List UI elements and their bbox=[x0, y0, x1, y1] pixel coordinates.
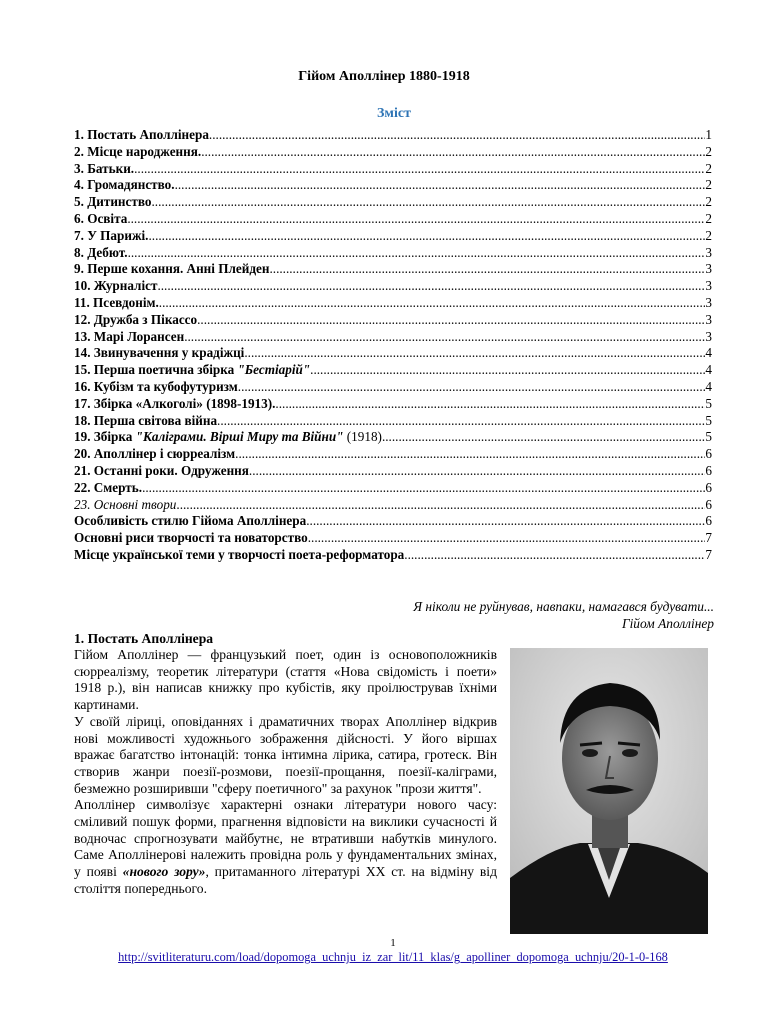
toc-page-number: 2 bbox=[705, 194, 712, 210]
table-of-contents bbox=[74, 127, 712, 564]
toc-page-number: 3 bbox=[705, 311, 712, 327]
toc-item-5[interactable]: 5. Дитинство ..... 2 bbox=[74, 194, 712, 211]
toc-item-1[interactable]: 1. Постать Аполлінера ..... 1 bbox=[74, 127, 712, 144]
toc-page-number: 3 bbox=[705, 261, 712, 277]
toc-page-number: 2 bbox=[705, 227, 712, 243]
toc-page-number: 2 bbox=[705, 160, 712, 176]
toc-page-number: 7 bbox=[705, 546, 712, 562]
toc-item-20[interactable]: 20. Аполлінер і сюрреалізм ..... 6 bbox=[74, 446, 712, 463]
toc-item-4[interactable]: 4. Громадянство. ..... 2 bbox=[74, 177, 712, 194]
toc-page-number: 2 bbox=[705, 210, 712, 226]
toc-item-6[interactable]: 6. Освіта ..... 2 bbox=[74, 211, 712, 228]
toc-item-13[interactable]: 13. Марі Лорансен ..... 3 bbox=[74, 329, 712, 346]
toc-item-7[interactable]: 7. У Парижі. ..... 2 bbox=[74, 228, 712, 245]
toc-page-number: 3 bbox=[705, 294, 712, 310]
toc-page-number: 5 bbox=[705, 429, 712, 445]
toc-item-14[interactable]: 14. Звинувачення у крадіжці ..... 4 bbox=[74, 345, 712, 362]
toc-page-number: 5 bbox=[705, 395, 712, 411]
toc-page-number: 3 bbox=[705, 328, 712, 344]
section-heading: 1. Постать Аполлінера bbox=[74, 631, 214, 646]
toc-item-2[interactable]: 2. Місце народження. ..... 2 bbox=[74, 144, 712, 161]
toc-page-number: 7 bbox=[705, 530, 712, 546]
toc-item-21[interactable]: 21. Останні роки. Одруження ..... 6 bbox=[74, 463, 712, 480]
paragraph: Гійом Аполлінер — французький поет, один із основоположників сюрреалізму, теоретик літератури (стаття «Нова свідомість і поети» 1918 р.), він написав книжку про кубістів, яку проілюстрував їхніми картинами. bbox=[74, 647, 497, 713]
paragraph: Аполлінер символізує характерні ознаки літератури нового часу: сміливий пошук форми, прагнення відповісти на виклики сучасності й водночас спрогнозувати майбутнє, не втративши набутків минулого. Саме Аполлінерові належить провідна роль у фундаментальних змінах, у появі «нового зору», притаманного літературі XX ст. на відміну від століття попереднього. bbox=[74, 797, 497, 896]
portrait-photo bbox=[510, 648, 708, 934]
toc-item-9[interactable]: 9. Перше кохання. Анні Плейден ..... 3 bbox=[74, 261, 712, 278]
toc-page-number: 2 bbox=[705, 177, 712, 193]
toc-item-22[interactable]: 22. Смерть. ..... 6 bbox=[74, 480, 712, 497]
toc-item-style[interactable]: Особливість стилю Гійома Аполлінера ..... 6 bbox=[74, 513, 712, 530]
toc-page-number: 3 bbox=[705, 244, 712, 260]
epigraph bbox=[114, 598, 714, 632]
toc-item-16[interactable]: 16. Кубізм та кубофутуризм ..... 4 bbox=[74, 379, 712, 396]
toc-item-10[interactable]: 10. Журналіст ..... 3 bbox=[74, 278, 712, 295]
toc-heading: Зміст bbox=[377, 106, 411, 121]
page-number: 1 bbox=[390, 937, 396, 949]
toc-item-19[interactable]: 19. Збірка "Каліграми. Вірші Миру та Війни" (1918) ..... 5 bbox=[74, 429, 712, 446]
toc-page-number: 4 bbox=[705, 345, 712, 361]
epigraph-quote: Я ніколи не руйнував, навпаки, намагався будувати... bbox=[413, 599, 714, 614]
toc-page-number: 6 bbox=[705, 462, 712, 478]
source-link[interactable]: http://svitliteraturu.com/load/dopomoga_uchnju_iz_zar_lit/11_klas/g_apolliner_dopomoga_uchnju/20-1-0-168 bbox=[118, 950, 668, 964]
toc-item-23[interactable]: 23. Основні твори ..... 6 bbox=[74, 497, 712, 514]
toc-page-number: 6 bbox=[705, 496, 712, 512]
epigraph-author: Гійом Аполлінер bbox=[621, 616, 714, 631]
toc-page-number: 6 bbox=[705, 446, 712, 462]
toc-page-number: 6 bbox=[705, 513, 712, 529]
toc-item-17[interactable]: 17. Збірка «Алкоголі» (1898-1913). ..... 5 bbox=[74, 396, 712, 413]
toc-item-18[interactable]: 18. Перша світова війна ..... 5 bbox=[74, 413, 712, 430]
toc-page-number: 3 bbox=[705, 278, 712, 294]
toc-item-15[interactable]: 15. Перша поетична збірка "Бестіарій" ..... 4 bbox=[74, 362, 712, 379]
toc-item-features[interactable]: Основні риси творчості та новаторство ..... 7 bbox=[74, 530, 712, 547]
toc-item-8[interactable]: 8. Дебют. ..... 3 bbox=[74, 245, 712, 262]
toc-page-number: 1 bbox=[705, 127, 712, 142]
page-title: Гійом Аполлінер 1880-1918 bbox=[298, 69, 470, 84]
body-text bbox=[74, 647, 497, 898]
toc-page-number: 6 bbox=[705, 479, 712, 495]
toc-item-ukrainian-theme[interactable]: Місце української теми у творчості поета-реформатора ..... 7 bbox=[74, 547, 712, 564]
toc-page-number: 4 bbox=[705, 378, 712, 394]
toc-page-number: 2 bbox=[705, 143, 712, 159]
toc-page-number: 5 bbox=[705, 412, 712, 428]
toc-item-12[interactable]: 12. Дружба з Пікассо ..... 3 bbox=[74, 312, 712, 329]
toc-item-11[interactable]: 11. Псевдонім. ..... 3 bbox=[74, 295, 712, 312]
toc-item-3[interactable]: 3. Батьки. ..... 2 bbox=[74, 161, 712, 178]
toc-page-number: 4 bbox=[705, 362, 712, 378]
paragraph: У своїй ліриці, оповіданнях і драматичних творах Аполлінер відкрив нові можливості художнього зображення дійсності. У його віршах вражає багатство інтонацій: тонка інтимна лірика, сатира, гротеск. Він створив жанри поезії-розмови, поезії-прощання, поезії-каліграми, безмежно розширивши "сферу поетичного" за рахунок "прози життя". bbox=[74, 713, 497, 796]
